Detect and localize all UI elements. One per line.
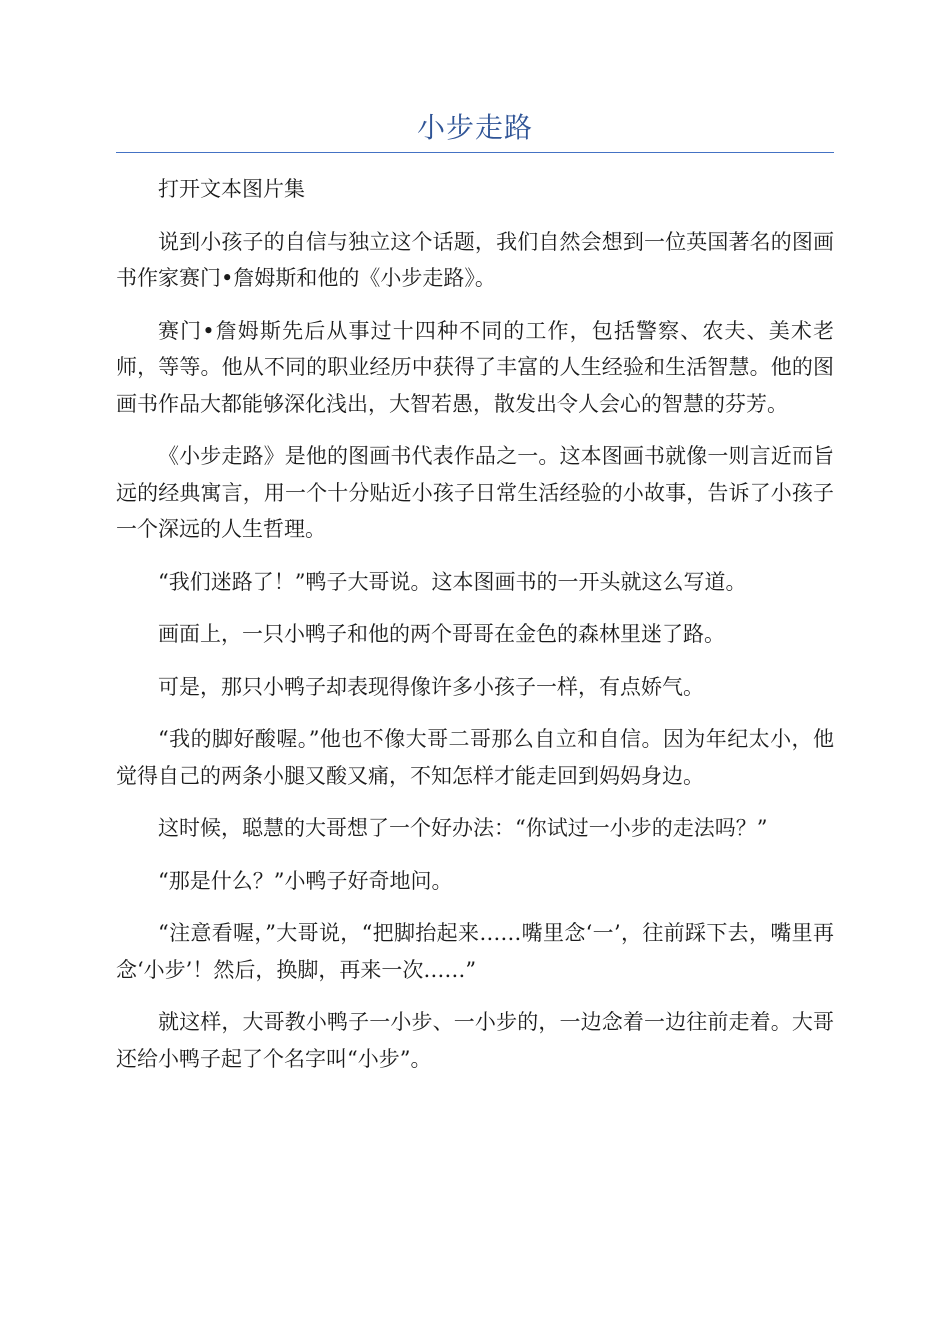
document-page [116,108,834,1093]
paragraph: 打开文本图片集 [158,177,305,201]
title-underline [116,152,834,153]
paragraph: 《小步走路》是他的图画书代表作品之一。这本图画书就像一则言近而旨远的经典寓言，用一个十分贴近小孩子日常生活经验的小故事，告诉了小孩子一个深远的人生哲理。 [116,444,834,541]
document-title: 小步走路 [416,111,533,144]
paragraph: “注意看喔，”大哥说，“把脚抬起来……嘴里念‘一’，往前踩下去，嘴里再念‘小步’！然后，换脚，再来一次……” [116,921,834,982]
paragraph: 就这样，大哥教小鸭子一小步、一小步的，一边念着一边往前走着。大哥还给小鸭子起了个名字叫“小步”。 [116,1010,834,1071]
paragraph: “那是什么？”小鸭子好奇地问。 [158,868,453,893]
paragraph: “我的脚好酸喔。”他也不像大哥二哥那么自立和自信。因为年纪太小，他觉得自己的两条小腿又酸又痛，不知怎样才能走回到妈妈身边。 [116,727,834,788]
paragraph: 画面上，一只小鸭子和他的两个哥哥在金色的森林里迷了路。 [158,622,725,646]
paragraph: “我们迷路了！”鸭子大哥说。这本图画书的一开头就这么写道。 [158,569,747,594]
paragraph: 可是，那只小鸭子却表现得像许多小孩子一样，有点娇气。 [158,674,704,699]
paragraph: 这时候，聪慧的大哥想了一个好办法：“你试过一小步的走法吗？” [158,816,768,840]
paragraph: 说到小孩子的自信与独立这个话题，我们自然会想到一位英国著名的图画书作家赛门•詹姆斯和他的《小步走路》。 [116,229,834,290]
paragraph: 赛门•詹姆斯先后从事过十四种不同的工作，包括警察、农夫、美术老师，等等。他从不同的职业经历中获得了丰富的人生经验和生活智慧。他的图画书作品大都能够深化浅出，大智若愚，散发出令人会心的智慧的芬芳。 [116,318,834,416]
